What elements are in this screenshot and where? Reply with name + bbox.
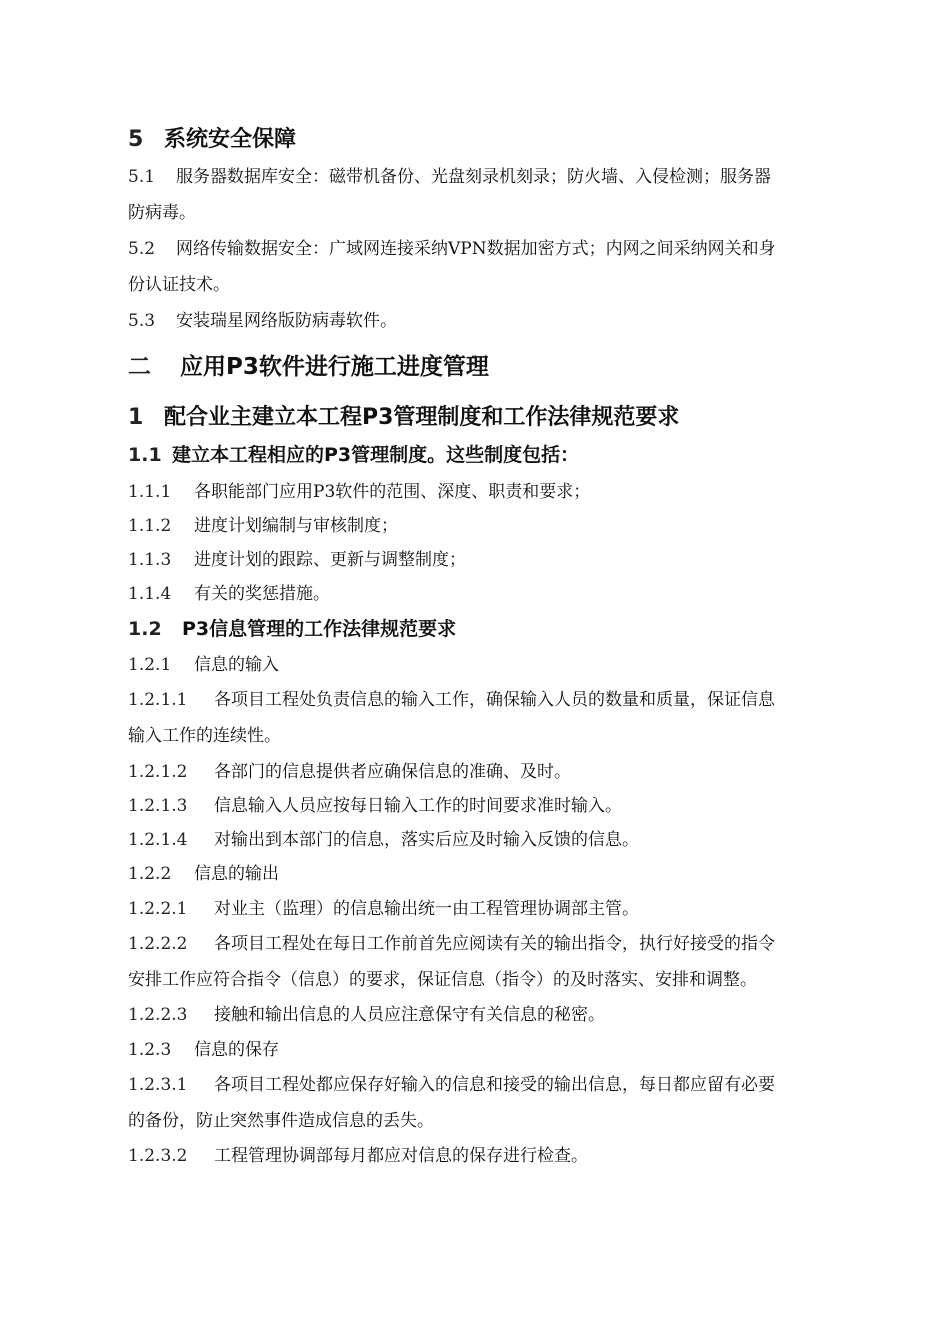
- item-text: 有关的奖惩措施。: [194, 584, 330, 604]
- section-title: 配合业主建立本工程P3管理制度和工作法律规范要求: [164, 405, 680, 430]
- section-title: 建立本工程相应的P3管理制度。这些制度包括：: [172, 444, 580, 466]
- item-text: 对业主（监理）的信息输出统一由工程管理协调部主管。: [214, 899, 639, 919]
- paragraph-1-2-1-1-cont: 输入工作的连续性。: [128, 726, 281, 746]
- item-number: 1.1.4: [128, 584, 172, 604]
- item-text: 各职能部门应用P3软件的范围、深度、职责和要求；: [194, 482, 591, 502]
- section-title: P3信息管理的工作法律规范要求: [182, 618, 457, 640]
- item-number: 1.2.3.1: [128, 1075, 188, 1095]
- paragraph-1-2-1-4: [128, 825, 639, 850]
- item-text: 接触和输出信息的人员应注意保守有关信息的秘密。: [214, 1005, 605, 1025]
- paragraph-5-3: [128, 306, 397, 331]
- section-number: 5: [128, 127, 144, 152]
- paragraph-1-2-2-2-cont: 安排工作应符合指令（信息）的要求，保证信息（指令）的及时落实、安排和调整。: [128, 970, 757, 990]
- paragraph-1-1-2: [128, 511, 398, 536]
- paragraph-1-1-4: [128, 579, 330, 604]
- heading-section-1-1: [128, 440, 579, 467]
- paragraph-5-1: [128, 162, 771, 187]
- item-number: 1.2.3.2: [128, 1146, 188, 1166]
- paragraph-1-2-2-1: [128, 894, 639, 919]
- item-text: 对输出到本部门的信息，落实后应及时输入反馈的信息。: [214, 830, 639, 850]
- item-number: 1.1.3: [128, 550, 172, 570]
- part-title: 应用P3软件进行施工进度管理: [180, 354, 489, 380]
- section-title: 系统安全保障: [164, 127, 297, 152]
- heading-section-1-2: [128, 614, 456, 641]
- item-number: 1.2.2.1: [128, 899, 188, 919]
- item-number: 1.2.3: [128, 1040, 172, 1060]
- item-text: 各部门的信息提供者应确保信息的准确、及时。: [214, 762, 571, 782]
- paragraph-1-2-3-2: [128, 1141, 588, 1166]
- heading-section-1: [128, 400, 679, 431]
- paragraph-1-2-1-1: [128, 685, 775, 710]
- item-number: 5.2: [128, 239, 156, 259]
- item-text: 工程管理协调部每月都应对信息的保存进行检查。: [214, 1146, 588, 1166]
- item-text: 安装瑞星网络版防病毒软件。: [176, 311, 397, 331]
- item-text: 信息的输入: [194, 655, 279, 675]
- item-number: 1.2.1.2: [128, 762, 188, 782]
- item-text: 信息的输出: [194, 864, 279, 884]
- paragraph-1-1-1: [128, 477, 590, 502]
- paragraph-1-2-2-3: [128, 1000, 605, 1025]
- section-number: 1.2: [128, 618, 162, 640]
- item-number: 1.2.1.1: [128, 690, 188, 710]
- item-number: 1.1.2: [128, 516, 172, 536]
- item-number: 1.1.1: [128, 482, 172, 502]
- item-number: 1.2.2: [128, 864, 172, 884]
- paragraph-1-2-2-2: [128, 929, 775, 954]
- paragraph-5-2-cont: 份认证技术。: [128, 275, 230, 295]
- paragraph-1-2-1: [128, 650, 279, 675]
- item-text: 信息输入人员应按每日输入工作的时间要求准时输入。: [214, 796, 622, 816]
- paragraph-1-2-3: [128, 1035, 279, 1060]
- item-number: 1.2.1.4: [128, 830, 188, 850]
- item-text: 进度计划的跟踪、更新与调整制度；: [194, 550, 466, 570]
- item-text: 网络传输数据安全：广域网连接采纳VPN数据加密方式；内网之间采纳网关和身: [176, 239, 776, 259]
- item-text: 各项目工程处都应保存好输入的信息和接受的输出信息，每日都应留有必要: [214, 1075, 775, 1095]
- paragraph-1-2-3-1: [128, 1070, 775, 1095]
- paragraph-1-2-3-1-cont: 的备份，防止突然事件造成信息的丢失。: [128, 1111, 434, 1131]
- item-text: 服务器数据库安全：磁带机备份、光盘刻录机刻录；防火墙、入侵检测；服务器: [176, 167, 771, 187]
- item-number: 1.2.1.3: [128, 796, 188, 816]
- section-number: 1.1: [128, 444, 162, 466]
- paragraph-1-2-1-2: [128, 757, 571, 782]
- item-text: 信息的保存: [194, 1040, 279, 1060]
- paragraph-5-1-cont: 防病毒。: [128, 203, 196, 223]
- section-number: 1: [128, 405, 144, 430]
- paragraph-1-2-2: [128, 859, 279, 884]
- item-number: 1.2.2.2: [128, 934, 188, 954]
- item-number: 5.3: [128, 311, 156, 331]
- paragraph-1-2-1-3: [128, 791, 622, 816]
- part-number: 二: [128, 354, 151, 380]
- item-text: 进度计划编制与审核制度；: [194, 516, 398, 536]
- item-number: 5.1: [128, 167, 156, 187]
- heading-part-2: [128, 348, 489, 381]
- paragraph-5-2: [128, 234, 776, 259]
- item-text: 各项目工程处负责信息的输入工作，确保输入人员的数量和质量，保证信息: [214, 690, 775, 710]
- item-number: 1.2.1: [128, 655, 172, 675]
- item-text: 各项目工程处在每日工作前首先应阅读有关的输出指令，执行好接受的指令: [214, 934, 775, 954]
- paragraph-1-1-3: [128, 545, 466, 570]
- heading-section-5: [128, 122, 296, 153]
- item-number: 1.2.2.3: [128, 1005, 188, 1025]
